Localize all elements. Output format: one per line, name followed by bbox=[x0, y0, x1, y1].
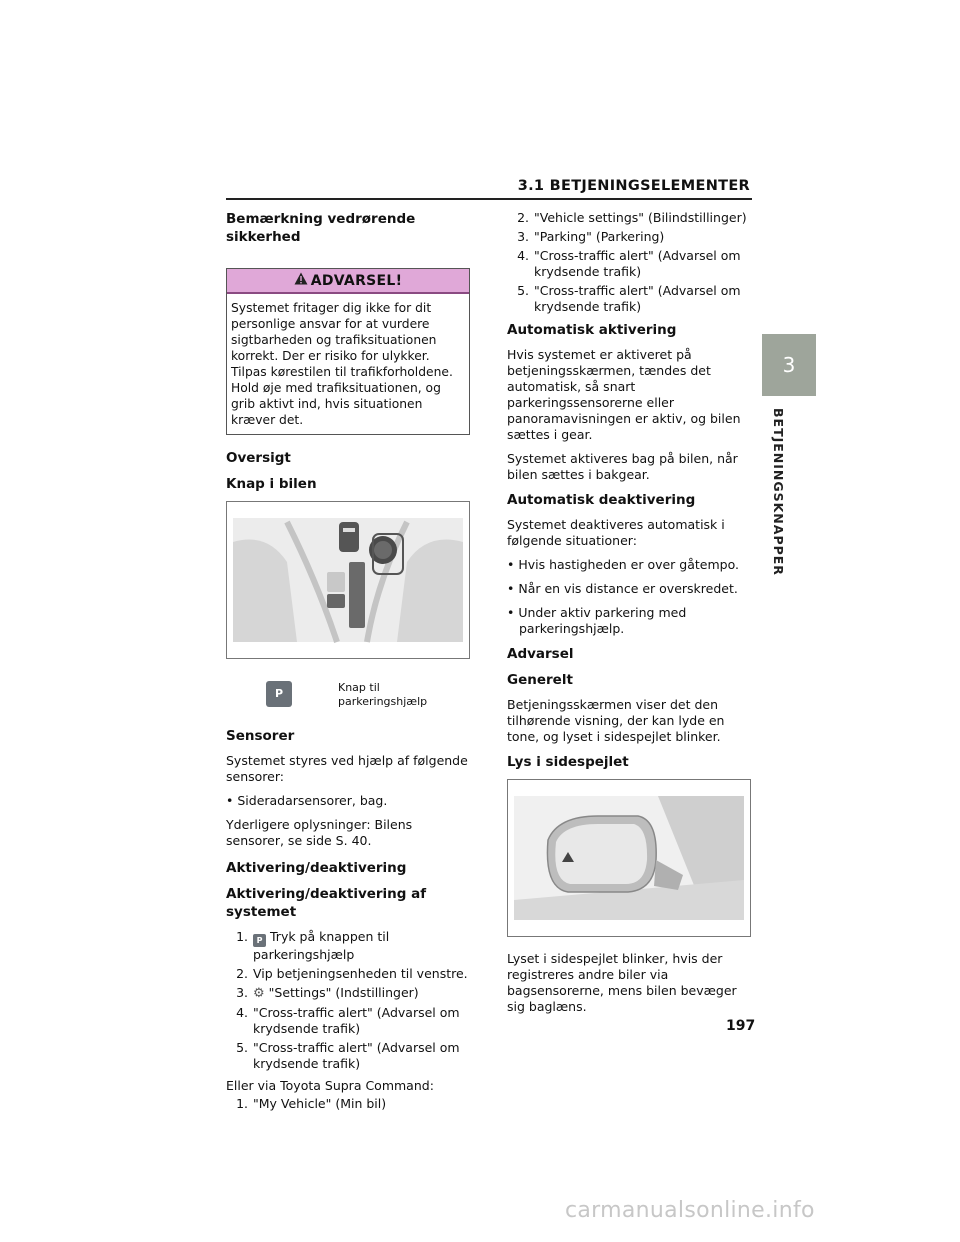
right-column bbox=[507, 210, 751, 1023]
warning-heading: Advarsel bbox=[507, 646, 574, 662]
auto-deactivation-text: Systemet deaktiveres automatisk i følgende situationer: bbox=[507, 517, 725, 548]
parking-assist-button-icon: P bbox=[266, 681, 292, 707]
button-heading: Knap i bilen bbox=[226, 476, 317, 492]
chapter-tab: 3 bbox=[762, 334, 816, 396]
step-item: 3. ⚙ "Settings" (Indstillinger) bbox=[236, 985, 419, 1001]
activation-steps bbox=[226, 929, 470, 1072]
watermark: carmanualsonline.info bbox=[565, 1198, 815, 1223]
step-item: 4. "Cross-traffic alert" (Advarsel om krydsende trafik) bbox=[236, 1005, 460, 1036]
auto-activation-text: Hvis systemet er aktiveret på betjeningsskærmen, tændes det automatisk, så snart parkeringssensorerne eller panoramavisningen er aktiv, og bilen sættes i gear. bbox=[507, 347, 741, 442]
legend-label: Knap til parkeringshjælp bbox=[338, 681, 428, 708]
activation-heading: Aktivering/deaktivering bbox=[226, 860, 407, 876]
warning-text: Systemet fritager dig ikke for dit personlige ansvar for at vurdere sigtbarheden og trafiksituationen korrekt. Der er risiko for ulykker. Tilpas kørestilen til trafikforholdene. Hold øje med trafiksituationen, og grib aktivt ind, hvis situationen kræver det. bbox=[231, 301, 453, 427]
auto-activation-reverse-text: Systemet aktiveres bag på bilen, når bilen sættes i bakgear. bbox=[507, 451, 738, 482]
safety-heading: Bemærkning vedrørende sikkerhed bbox=[226, 211, 416, 245]
gear-icon: ⚙ bbox=[253, 986, 265, 1001]
deactivation-bullet: • Når en vis distance er overskredet. bbox=[507, 581, 738, 596]
warning-triangle-icon bbox=[294, 272, 308, 289]
general-heading: Generelt bbox=[507, 672, 573, 688]
step-item: 1. "My Vehicle" (Min bil) bbox=[236, 1096, 387, 1111]
overview-heading: Oversigt bbox=[226, 450, 291, 466]
step-item: 4. "Cross-traffic alert" (Advarsel om krydsende trafik) bbox=[517, 248, 741, 279]
step-item: 1. P Tryk på knappen til parkeringshjælp bbox=[236, 929, 390, 962]
activation-subheading: Aktivering/deaktivering af systemet bbox=[226, 886, 427, 920]
section-title: 3.1 BETJENINGSELEMENTER bbox=[517, 178, 750, 194]
warning-title: ADVARSEL! bbox=[310, 273, 403, 289]
mirror-heading: Lys i sidespejlet bbox=[507, 754, 629, 770]
continued-steps bbox=[507, 210, 751, 315]
auto-deactivation-heading: Automatisk deaktivering bbox=[507, 492, 696, 508]
left-column bbox=[226, 210, 470, 1116]
page-number: 197 bbox=[726, 1018, 756, 1034]
chapter-label: BETJENINGSKNAPPER bbox=[771, 408, 786, 576]
deactivation-bullet: • Under aktiv parkering med parkeringshjælp. bbox=[507, 605, 687, 636]
via-command-text: Eller via Toyota Supra Command: bbox=[226, 1078, 434, 1093]
legend-row bbox=[226, 681, 470, 709]
warning-header bbox=[227, 269, 469, 294]
sensors-text: Systemet styres ved hjælp af følgende sensorer: bbox=[226, 753, 468, 784]
parking-button-icon: P bbox=[253, 934, 266, 947]
via-steps bbox=[226, 1096, 470, 1112]
sensors-heading: Sensorer bbox=[226, 728, 295, 744]
mirror-text: Lyset i sidespejlet blinker, hvis der registreres andre biler via bagsensorerne, mens bilen bevæger sig baglæns. bbox=[507, 951, 737, 1014]
step-item: 3. "Parking" (Parkering) bbox=[517, 229, 665, 244]
step-item: 2. "Vehicle settings" (Bilindstillinger) bbox=[517, 210, 747, 225]
header-rule bbox=[226, 198, 752, 200]
center-console-illustration bbox=[227, 502, 469, 658]
side-mirror-illustration bbox=[508, 780, 750, 936]
more-info-text: Yderligere oplysninger: Bilens sensorer, se side S. 40. bbox=[226, 817, 413, 848]
step-item: 2. Vip betjeningsenheden til venstre. bbox=[236, 966, 468, 981]
step-item: 5. "Cross-traffic alert" (Advarsel om krydsende trafik) bbox=[236, 1040, 460, 1071]
general-text: Betjeningsskærmen viser det den tilhørende visning, der kan lyde en tone, og lyset i sidespejlet blinker. bbox=[507, 697, 725, 744]
sensors-bullet: • Sideradarsensorer, bag. bbox=[226, 793, 388, 808]
warning-box bbox=[226, 268, 470, 435]
console-figure bbox=[226, 501, 470, 659]
step-item: 5. "Cross-traffic alert" (Advarsel om krydsende trafik) bbox=[517, 283, 741, 314]
auto-activation-heading: Automatisk aktivering bbox=[507, 322, 677, 338]
deactivation-bullet: • Hvis hastigheden er over gåtempo. bbox=[507, 557, 739, 572]
mirror-figure bbox=[507, 779, 751, 937]
